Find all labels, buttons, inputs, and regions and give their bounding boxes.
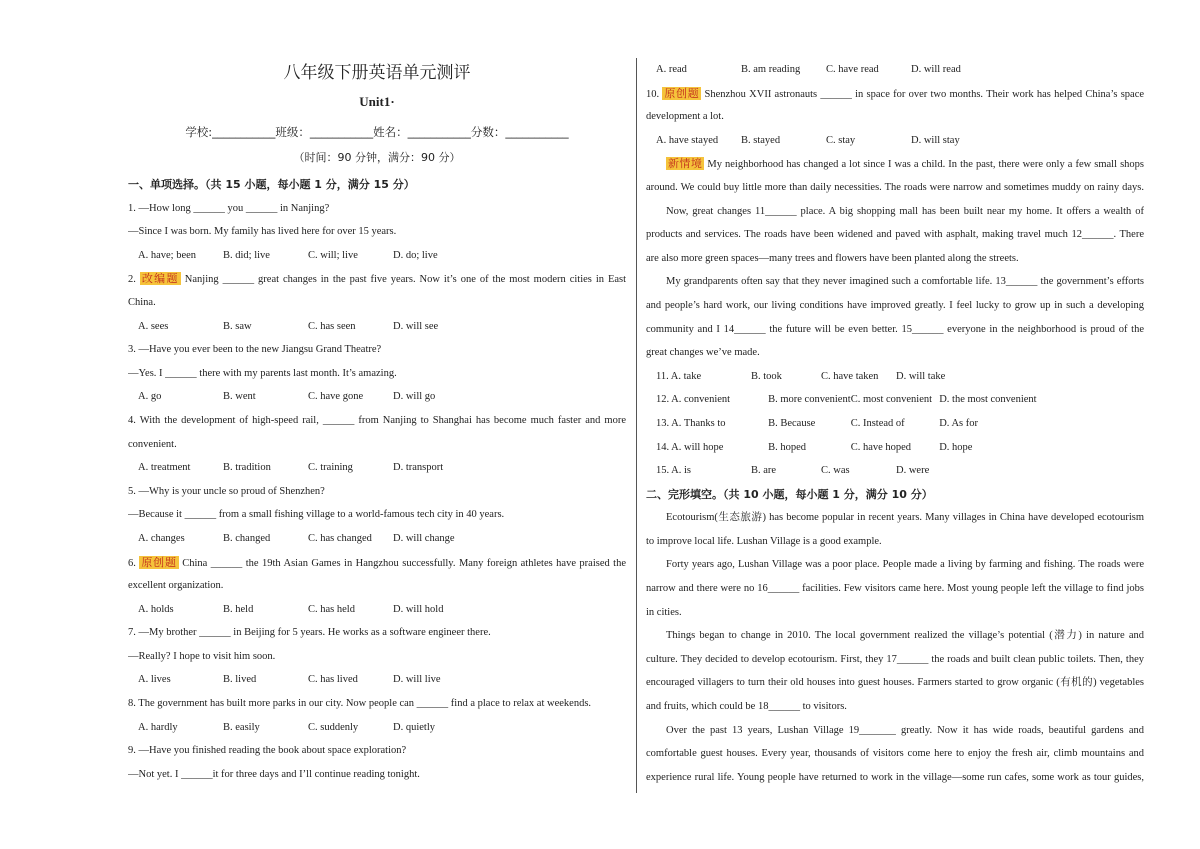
answer-option: D. will stay [911,134,960,146]
answer-options [646,129,1144,153]
answer-option: A. changes [138,532,185,544]
answer-option: B. tradition [223,462,271,474]
text-line [646,176,1144,200]
text-line [646,341,1144,365]
answer-option: B. easily [223,721,260,733]
answer-option: D. transport [393,462,444,474]
line-text: convenient. [128,438,177,450]
text-line [128,291,626,315]
answer-option: D. will see [393,320,439,332]
line-text: —Because it ______ from a small fishing village to a world-famous tech city in 40 years. [128,509,505,521]
text-line [128,621,626,645]
answer-options [128,385,626,409]
text-line [646,553,1144,577]
line-text: and fruits, which could be 18______ to visitors. [646,701,847,713]
line-text: 9. —Have you finished reading the book about space exploration? [128,745,407,757]
answer-option: 12. A. convenient [656,394,731,406]
text-line [646,695,1144,719]
answer-option: B. went [223,391,256,403]
answer-options [128,668,626,692]
answer-option: C. Instead of [850,417,905,429]
text-line [646,601,1144,625]
text-line [646,506,1144,530]
answer-option: A. lives [138,674,171,686]
line-text: Ecotourism(生态旅游) has become popular in recent years. Many villages in China have developed ecotourism [666,512,1144,524]
answer-option: C. has lived [308,674,358,686]
line-text: Shenzhou XVII astronauts ______ in space for over two months. Their work has helped China’s space [701,88,1144,100]
answer-option: D. will take [896,370,946,382]
line-text: are also more green spaces—many trees and flowers have been planted along the streets. [646,252,1019,264]
answer-option: 13. A. Thanks to [656,417,726,429]
line-text: 7. —My brother ______ in Beijing for 5 years. He works as a software engineer there. [128,627,491,639]
question-tag-badge: 改编题 [141,272,179,286]
line-text: —Since I was born. My family has lived here for over 15 years. [128,226,397,238]
answer-option: A. have; been [138,249,197,261]
text-line [128,362,626,386]
answer-option: B. are [751,465,777,477]
answer-options [128,315,626,339]
answer-option: D. will read [911,64,961,75]
column-divider [636,58,637,793]
answer-option: A. hardly [138,721,178,733]
line-text: 5. —Why is your uncle so proud of Shenzhen? [128,485,325,497]
line-text: Forty years ago, Lushan Village was a poor place. People made a living by farming and fishing. The roads were [666,559,1144,571]
answer-options [128,456,626,480]
text-line [646,719,1144,743]
line-text: to improve local life. Lushan Village is a good example. [646,535,882,547]
text-line [128,480,626,504]
text-line [128,409,626,433]
answer-options [646,436,1144,460]
text-line [646,200,1144,224]
question-number: 6. [128,557,140,569]
line-text: community and I 14______ the future will be even better. 15______ everyone in the neighborhood is proud of the [646,323,1144,335]
answer-option: 11. A. take [656,370,702,382]
text-line [646,648,1144,672]
answer-option: D. quietly [393,721,435,733]
text-line [646,82,1144,106]
line-text: encouraged villagers to turn their old houses into guest houses. Farmers started to grow organic (有机的) vegetables [646,677,1144,689]
answer-option: D. As for [939,417,978,429]
answer-options [646,58,1144,82]
text-line [646,270,1144,294]
line-text: Things began to change in 2010. The local government realized the village’s potential (潜力) in nature and [666,630,1144,642]
answer-option: A. have stayed [656,134,719,146]
text-line [646,624,1144,648]
answer-option: B. stayed [741,134,781,146]
answer-option: D. the most convenient [939,394,1037,406]
text-line [128,503,626,527]
answer-option: B. held [223,603,254,615]
answer-option: C. have taken [821,370,879,382]
line-text: 4. With the development of high-speed rail, ______ from Nanjing to Shanghai has become much faster and more [128,414,626,426]
line-text: and people’s hard work, our living conditions have improved greatly. I feel lucky to grow up in such a developing [646,299,1144,311]
question-tag-badge: 新情境 [668,157,703,171]
text-line [646,577,1144,601]
answer-option: C. has seen [308,320,356,332]
answer-options [646,365,1144,389]
text-line [128,338,626,362]
section-heading-1: 一、单项选择。（共 15 小题，每小题 1 分，满分 15 分） [128,178,415,191]
line-text: around. We could buy little more than daily necessities. The roads were narrow and sometimes muddy on rainy days. [646,181,1144,193]
answer-option: C. most convenient [850,394,933,406]
text-line [646,294,1144,318]
line-text: My grandparents often say that they never imagined such a comfortable life. 13______ the government’s efforts [666,276,1144,288]
line-text: comfortable guest houses. Every year, thousands of visitors come here to enjoy the fresh air, climb mountains and [646,748,1144,760]
answer-option: A. read [656,64,687,75]
answer-option: B. lived [223,674,257,686]
answer-option: B. Because [768,417,816,429]
answer-options [128,716,626,740]
text-line [128,645,626,669]
line-text: My neighborhood has changed a lot since I was a child. In the past, there were only a few small shops [704,159,1144,171]
answer-option: C. training [308,462,353,474]
answer-option: B. did; live [223,249,270,261]
text-line [128,551,626,575]
answer-option: C. stay [826,134,856,146]
text-line [646,105,1144,129]
answer-option: B. more convenient [768,394,851,406]
answer-option: C. have read [826,64,879,75]
text-line [646,530,1144,554]
answer-option: D. will go [393,391,436,403]
unit-title: Unit1· [359,94,395,109]
right-question-list [646,58,1144,789]
question-number: 10. [646,88,663,100]
answer-options [128,527,626,551]
line-text: experience rural life. Young people have returned to work in the village—some run cafes, some work as tour guides, [646,771,1144,783]
answer-options [646,459,1144,483]
line-text: products and services. The roads have been widened and paved with asphalt, making travel much 12______. There [646,229,1144,241]
text-line [128,574,626,598]
answer-options [128,244,626,268]
text-line [646,671,1144,695]
answer-option: C. was [821,465,850,477]
text-line [128,197,626,221]
right-column [646,58,1144,789]
student-info-line: 学校:___________班级：___________姓名：___________分数：___________ [185,125,569,139]
answer-option: 14. A. will hope [656,441,724,453]
line-text: —Yes. I ______ there with my parents last month. It’s amazing. [128,367,397,379]
line-text: —Really? I hope to visit him soon. [128,650,276,662]
text-line [128,267,626,291]
text-line [646,318,1144,342]
answer-option: D. will live [393,674,441,686]
answer-option: C. have gone [308,391,364,403]
answer-option: B. am reading [741,64,801,75]
line-text: in cities. [646,606,682,618]
answer-option: B. changed [223,532,271,544]
line-text: 1. —How long ______ you ______ in Nanjing? [128,202,330,214]
line-text: 8. The government has built more parks in our city. Now people can ______ find a place to relax at weekends. [128,698,592,710]
answer-option: A. go [138,391,162,403]
line-text: Now, great changes 11______ place. A big shopping mall has been built near my home. It offers a wealth of [666,205,1144,217]
question-number: 2. [128,274,140,286]
answer-option: B. hoped [768,441,807,453]
line-text: excellent organization. [128,580,224,592]
answer-option: C. have hoped [850,441,912,453]
text-line [128,433,626,457]
answer-option: C. will; live [308,249,358,261]
answer-option: D. hope [939,441,973,453]
text-line [646,766,1144,790]
question-tag-badge: 原创题 [141,555,177,569]
answer-option: B. saw [223,320,252,332]
line-text: Over the past 13 years, Lushan Village 19_______ greatly. Now it has wide roads, beautiful gardens and [666,724,1144,736]
text-line [128,220,626,244]
text-line [646,742,1144,766]
answer-option: D. will hold [393,603,444,615]
line-text: culture. They decided to develop ecotourism. First, they 17______ the roads and built clean public toilets. Then, they [646,653,1144,665]
answer-option: C. suddenly [308,721,359,733]
answer-option: A. holds [138,603,174,615]
answer-options [128,598,626,622]
line-text: great changes we’ve made. [646,347,760,359]
time-score-line: （时间：90 分钟，满分：90 分） [293,151,461,164]
answer-option: D. do; live [393,249,438,261]
line-text: —Not yet. I ______it for three days and I’ll continue reading tonight. [128,768,420,780]
question-tag-badge: 原创题 [664,86,700,100]
left-column [128,58,626,786]
answer-option: C. has changed [308,532,372,544]
text-line [646,247,1144,271]
answer-option: A. treatment [138,462,191,474]
line-text: narrow and there were no 16______ facilities. Few visitors came here. Most young people left the village to find jobs [646,583,1144,595]
text-line [128,763,626,787]
answer-option: D. will change [393,532,455,544]
answer-options [646,388,1144,412]
left-question-list [128,197,626,787]
text-line [128,692,626,716]
line-text: 3. —Have you ever been to the new Jiangsu Grand Theatre? [128,344,382,356]
page-title: 八年级下册英语单元测评 [283,63,471,83]
line-text: China. [128,296,156,308]
line-text: Nanjing ______ great changes in the past five years. Now it’s one of the most modern cities in East [180,274,626,286]
answer-options [646,412,1144,436]
text-line [646,223,1144,247]
section-heading-2: 二、完形填空。（共 10 小题，每小题 1 分，满分 10 分） [646,487,933,501]
text-line [128,739,626,763]
answer-option: B. took [751,370,782,382]
answer-option: 15. A. is [656,465,692,477]
answer-option: A. sees [138,320,169,332]
line-text: China ______ the 19th Asian Games in Hangzhou successfully. Many foreign athletes have praised the [178,557,626,569]
text-line [646,152,1144,176]
answer-option: C. has held [308,603,355,615]
answer-option: D. were [896,465,930,477]
line-text: development a lot. [646,111,724,123]
